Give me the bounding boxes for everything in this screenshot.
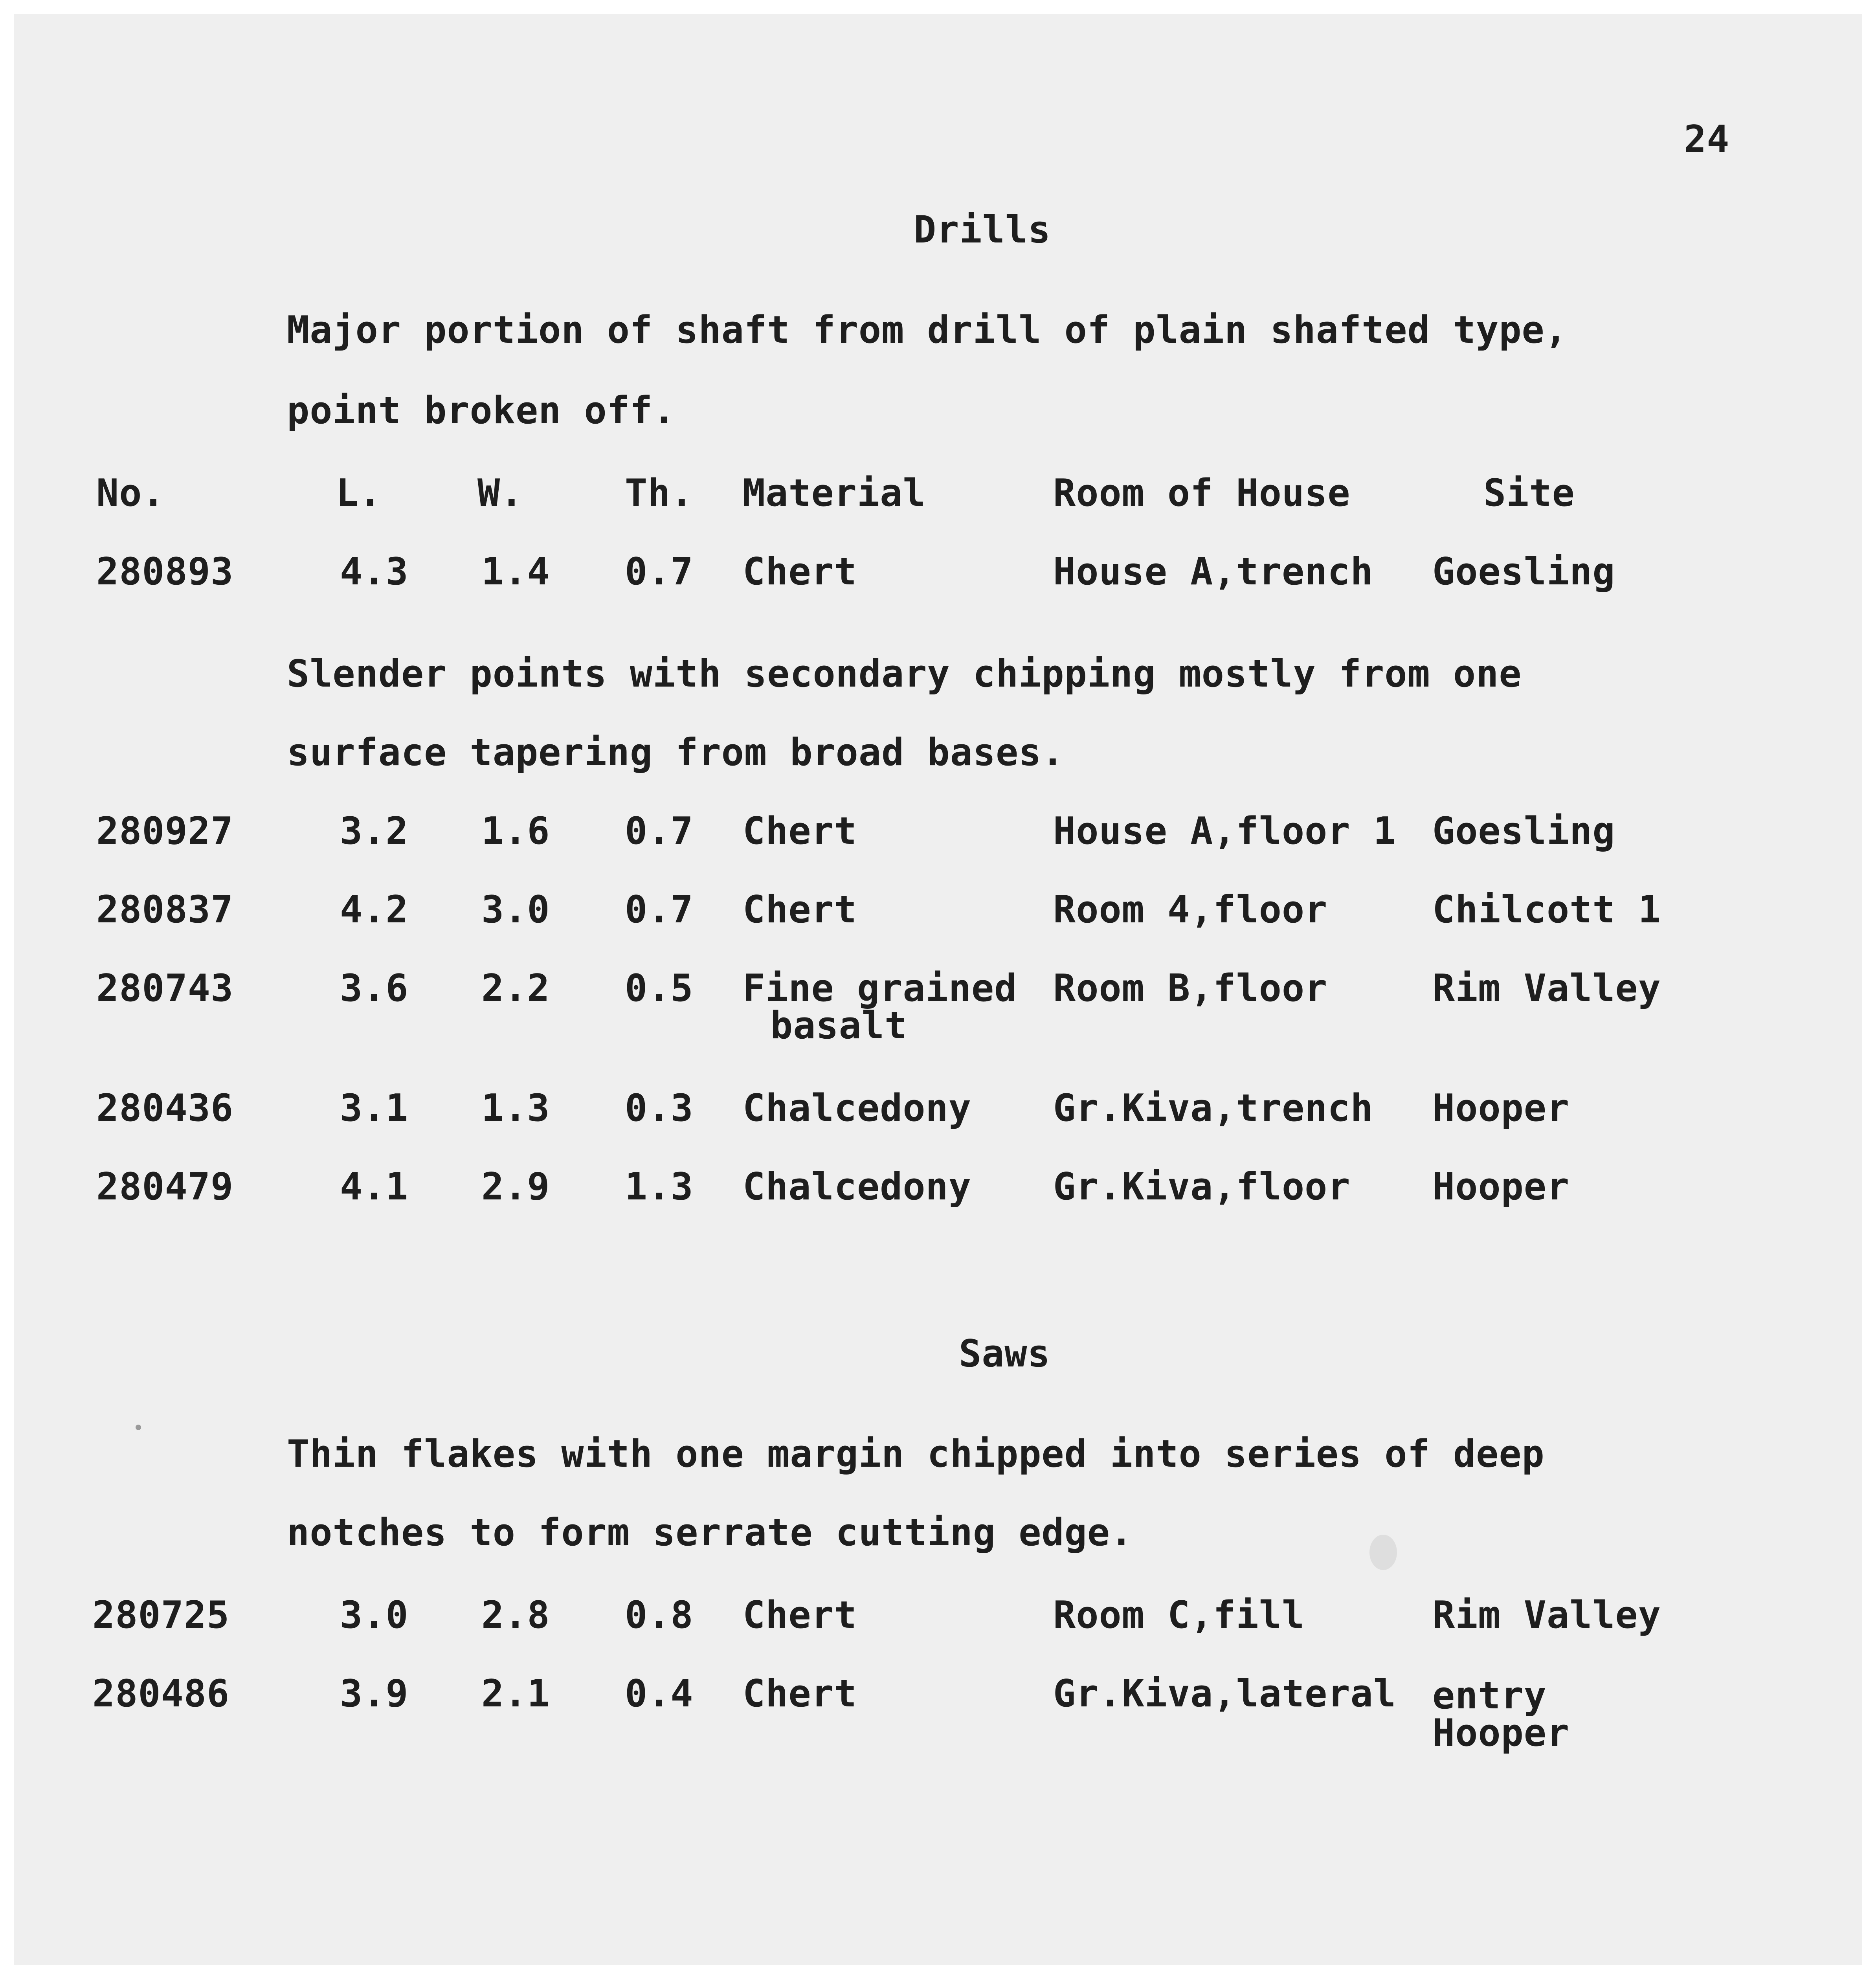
column-header-width: W. — [477, 472, 523, 515]
table-row-width: 1.6 — [481, 810, 550, 853]
table-row-room: Room B,floor — [1053, 967, 1328, 1010]
table-row-site: Chilcott 1 — [1432, 888, 1661, 931]
scan-speck — [1369, 1535, 1397, 1570]
table-row-material: Chalcedony — [743, 1087, 971, 1130]
table-row-thickness: 0.4 — [625, 1672, 694, 1715]
table-row-width: 1.4 — [481, 550, 550, 593]
table-row-site: Rim Valley — [1432, 967, 1661, 1010]
table-row-width: 2.1 — [481, 1672, 550, 1715]
table-row-material: Chalcedony — [743, 1165, 971, 1208]
table-row-site: Hooper — [1432, 1165, 1570, 1208]
table-row-room: Gr.Kiva,floor — [1053, 1165, 1351, 1208]
table-row-width: 2.8 — [481, 1594, 550, 1637]
table-row-material: Chert — [743, 1672, 857, 1715]
table-row-no: 280837 — [96, 888, 234, 931]
table-row-no: 280436 — [96, 1087, 234, 1130]
column-header-thickness: Th. — [625, 472, 694, 515]
table-row-length: 3.2 — [340, 810, 409, 853]
table-row-length: 3.0 — [340, 1594, 409, 1637]
table-row-site-continued: Hooper — [1432, 1712, 1570, 1755]
table-row-thickness: 0.7 — [625, 888, 694, 931]
column-header-length: L. — [336, 472, 382, 515]
table-row-room: Gr.Kiva,lateral — [1053, 1672, 1396, 1715]
saws-heading: Saws — [959, 1332, 1050, 1376]
scan-speck — [136, 1425, 141, 1430]
table-row-room: Room C,fill — [1053, 1594, 1305, 1637]
saws-description-line-1: Thin flakes with one margin chipped into series of deep — [287, 1432, 1545, 1476]
table-row-thickness: 0.5 — [625, 967, 694, 1010]
saws-description-line-2: notches to form serrate cutting edge. — [287, 1511, 1133, 1554]
table-row-room: House A,floor 1 — [1053, 810, 1396, 853]
column-header-no: No. — [96, 472, 165, 515]
table-row-site: Rim Valley — [1432, 1594, 1661, 1637]
table-row-no: 280479 — [96, 1165, 234, 1208]
drills-description-2-line-1: Slender points with secondary chipping mostly from one — [287, 652, 1522, 696]
table-row-thickness: 0.8 — [625, 1594, 694, 1637]
table-row-length: 4.1 — [340, 1165, 409, 1208]
table-row-thickness: 1.3 — [625, 1165, 694, 1208]
table-row-material: Chert — [743, 810, 857, 853]
table-row-room: House A,trench — [1053, 550, 1373, 593]
table-row-length: 3.1 — [340, 1087, 409, 1130]
table-row-no: 280893 — [96, 550, 234, 593]
table-row-material: Chert — [743, 1594, 857, 1637]
page-number: 24 — [1684, 118, 1730, 161]
table-row-length: 4.2 — [340, 888, 409, 931]
table-row-material: Chert — [743, 550, 857, 593]
table-row-room: Room 4,floor — [1053, 888, 1328, 931]
table-row-material: Fine grained — [743, 967, 1017, 1010]
drills-description-line-2: point broken off. — [287, 389, 676, 432]
table-row-material: Chert — [743, 888, 857, 931]
table-row-length: 3.6 — [340, 967, 409, 1010]
table-row-site: Goesling — [1432, 550, 1615, 593]
drills-description-line-1: Major portion of shaft from drill of plain shafted type, — [287, 309, 1568, 352]
table-row-site: entry — [1432, 1674, 1547, 1717]
table-row-width: 2.2 — [481, 967, 550, 1010]
table-row-length: 4.3 — [340, 550, 409, 593]
column-header-site: Site — [1483, 472, 1575, 515]
table-row-thickness: 0.7 — [625, 810, 694, 853]
table-row-length: 3.9 — [340, 1672, 409, 1715]
table-row-width: 3.0 — [481, 888, 550, 931]
drills-description-2-line-2: surface tapering from broad bases. — [287, 731, 1065, 774]
column-header-material: Material — [743, 472, 926, 515]
drills-heading: Drills — [914, 208, 1051, 252]
table-row-room: Gr.Kiva,trench — [1053, 1087, 1373, 1130]
table-row-no: 280743 — [96, 967, 234, 1010]
table-row-site: Hooper — [1432, 1087, 1570, 1130]
table-row-site: Goesling — [1432, 810, 1615, 853]
table-row-thickness: 0.3 — [625, 1087, 694, 1130]
table-row-material-continued: basalt — [770, 1004, 908, 1047]
table-row-no: 280486 — [92, 1672, 230, 1715]
column-header-room: Room of House — [1053, 472, 1351, 515]
table-row-thickness: 0.7 — [625, 550, 694, 593]
table-row-width: 1.3 — [481, 1087, 550, 1130]
document-page — [14, 14, 1862, 1965]
table-row-width: 2.9 — [481, 1165, 550, 1208]
table-row-no: 280927 — [96, 810, 234, 853]
table-row-no: 280725 — [92, 1594, 230, 1637]
